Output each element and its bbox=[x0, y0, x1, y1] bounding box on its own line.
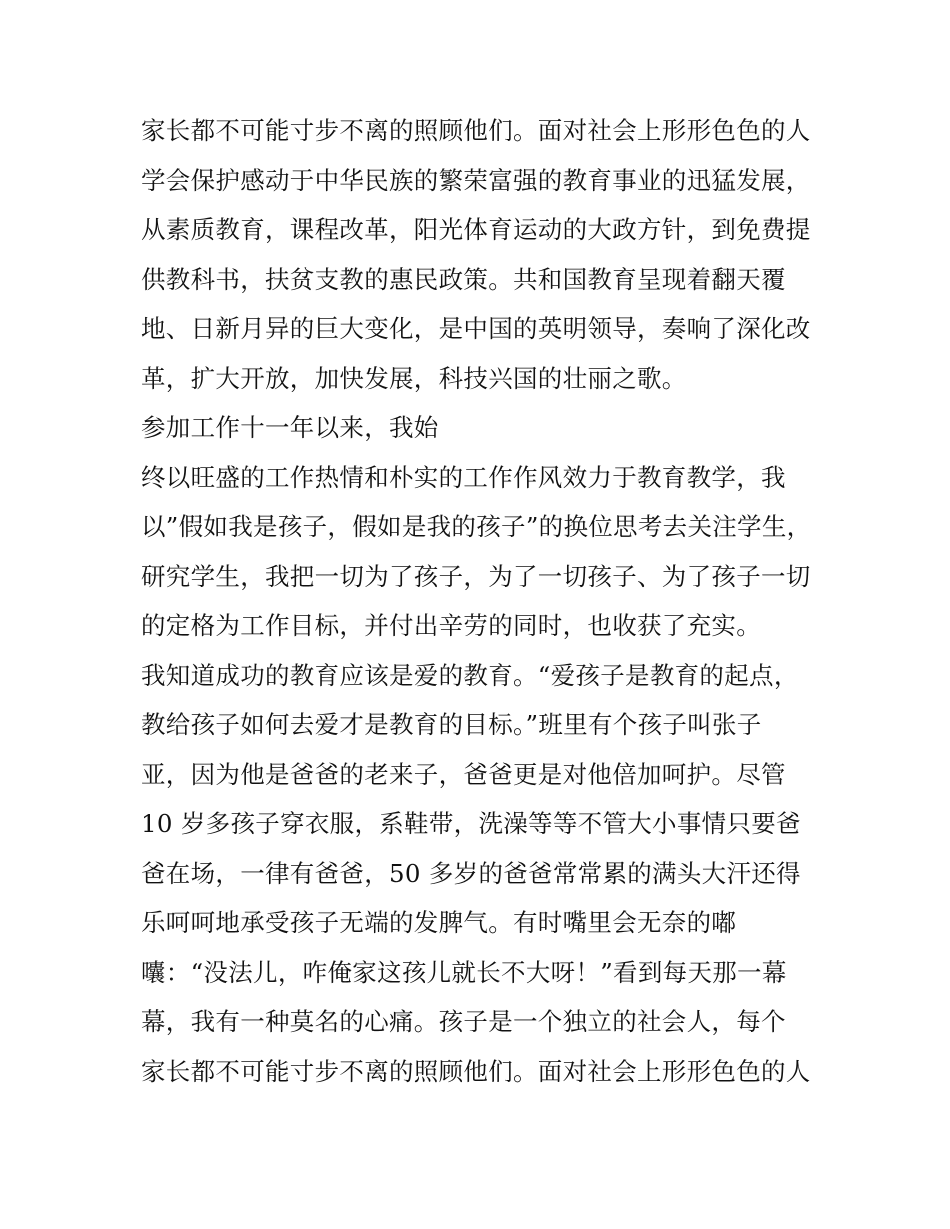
body-text bbox=[141, 106, 821, 1096]
text-line: 亚，因为他是爸爸的老来子，爸爸更是对他倍加呵护。尽管 bbox=[141, 759, 786, 789]
text-line: 我知道成功的教育应该是爱的教育。“爱孩子是教育的起点， bbox=[141, 660, 799, 690]
text-line: 教给孩子如何去爱才是教育的目标。”班里有个孩子叫张子 bbox=[141, 710, 762, 739]
text-line: 爸在场，一律有爸爸，50 多岁的爸爸常常累的满头大汗还得 bbox=[141, 858, 801, 888]
text-line: 地、日新月异的巨大变化，是中国的英明领导，奏响了深化改 bbox=[141, 314, 811, 343]
text-line: 从素质教育，课程改革，阳光体育运动的大政方针，到免费提 bbox=[141, 215, 811, 244]
text-line: 终以旺盛的工作热情和朴实的工作作风效力于教育教学，我 bbox=[141, 462, 786, 492]
text-line: 乐呵呵地承受孩子无端的发脾气。有时嘴里会无奈的嘟 bbox=[141, 908, 737, 937]
text-line: 的定格为工作目标，并付出辛劳的同时，也收获了充实。 bbox=[141, 611, 761, 640]
text-line: 家长都不可能寸步不离的照顾他们。面对社会上形形色色的人 bbox=[141, 116, 811, 145]
text-line: 研究学生，我把一切为了孩子，为了一切孩子、为了孩子一切 bbox=[141, 561, 811, 591]
text-line: 10 岁多孩子穿衣服，系鞋带，洗澡等等不管大小事情只要爸 bbox=[141, 809, 801, 838]
text-line: 以”假如我是孩子，假如是我的孩子”的换位思考去关注学生， bbox=[141, 512, 812, 541]
text-line: 囔：“没法儿，咋俺家这孩儿就长不大呀！”看到每天那一幕 bbox=[141, 957, 787, 987]
text-line: 参加工作十一年以来，我始 bbox=[141, 413, 439, 442]
text-line: 幕，我有一种莫名的心痛。孩子是一个独立的社会人，每个 bbox=[141, 1007, 786, 1036]
text-line: 家长都不可能寸步不离的照顾他们。面对社会上形形色色的人 bbox=[141, 1056, 811, 1086]
text-line: 供教科书，扶贫支教的惠民政策。共和国教育呈现着翻天覆 bbox=[141, 264, 786, 294]
text-line: 学会保护感动于中华民族的繁荣富强的教育事业的迅猛发展， bbox=[141, 165, 811, 195]
text-line: 革，扩大开放，加快发展，科技兴国的壮丽之歌。 bbox=[141, 363, 687, 393]
